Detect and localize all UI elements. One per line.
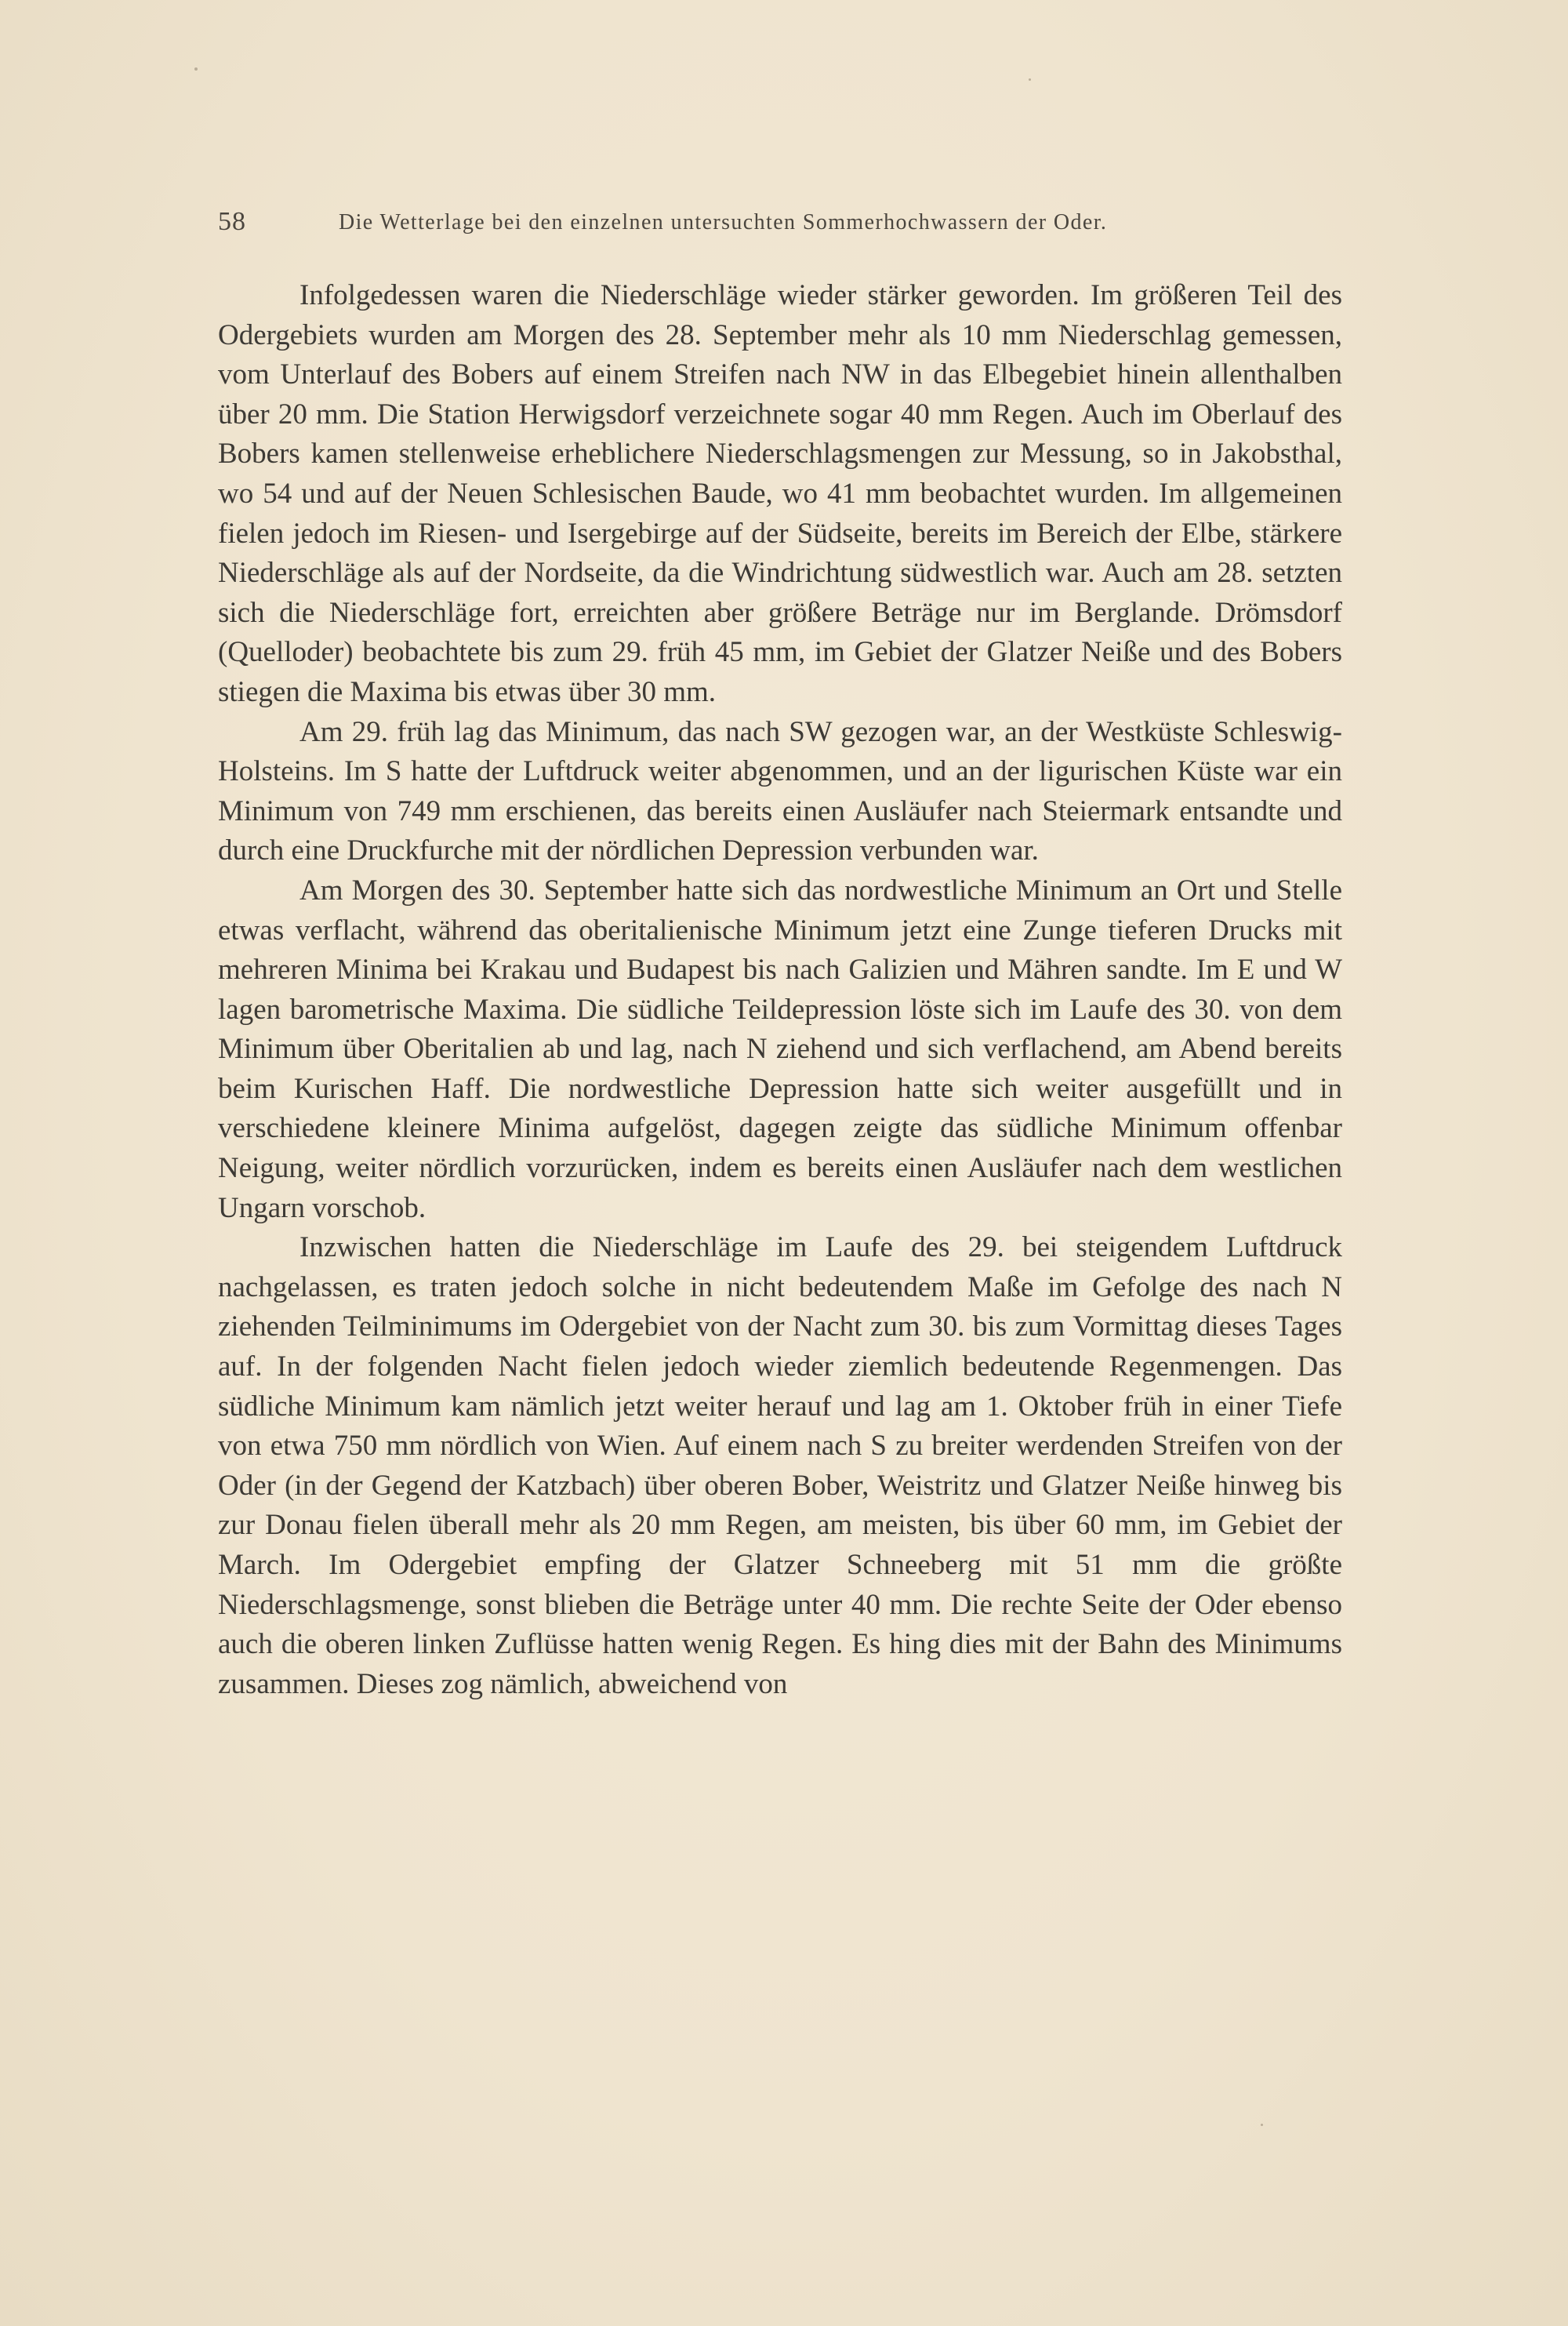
paper-speck (1261, 2124, 1263, 2126)
page-header (218, 207, 1225, 246)
paragraph: Am Morgen des 30. September hatte sich das nordwestliche Minimum an Ort und Stelle etwas verflacht, während das oberitalienische Minimum jetzt eine Zunge tieferen Drucks mit mehreren Minima bei Krakau und Budapest bis nach Galizien und Mähren sandte. Im E und W lagen barometrische Maxima. Die südliche Teildepression löste sich im Laufe des 30. von dem Minimum über Oberitalien ab und lag, nach N ziehend und sich verflachend, am Abend bereits beim Kurischen Haff. Die nordwestliche Depression hatte sich weiter ausgefüllt und in verschiedene kleinere Minima aufgelöst, dagegen zeigte das südliche Minimum offenbar Neigung, weiter nördlich vorzurücken, indem es bereits einen Ausläufer nach dem westlichen Ungarn vorschob. (218, 874, 1342, 1224)
paper-speck (1029, 78, 1031, 81)
running-title: Die Wetterlage bei den einzelnen untersuchten Sommerhochwassern der Oder. (339, 210, 1108, 234)
paragraph: Inzwischen hatten die Niederschläge im Laufe des 29. bei steigendem Luftdruck nachgelassen, es traten jedoch solche in nicht bedeutendem Maße im Gefolge des nach N ziehenden Teilminimums im Odergebiet von der Nacht zum 30. bis zum Vormittag dieses Tages auf. In der folgenden Nacht fielen jedoch wieder ziemlich bedeutende Regenmengen. Das südliche Minimum kam nämlich jetzt weiter herauf und lag am 1. Oktober früh in einer Tiefe von etwa 750 mm nördlich von Wien. Auf einem nach S zu breiter werdenden Streifen von der Oder (in der Gegend der Katzbach) über oberen Bober, Weistritz und Glatzer Neiße hinweg bis zur Donau fielen überall mehr als 20 mm Regen, am meisten, bis über 60 mm, im Gebiet der March. Im Odergebiet empfing der Glatzer Schneeberg mit 51 mm die größte Niederschlagsmenge, sonst blieben die Beträge unter 40 mm. Die rechte Seite der Oder ebenso auch die oberen linken Zuflüsse hatten wenig Regen. Es hing dies mit der Bahn des Minimums zusammen. Dieses zog nämlich, abweichend von (218, 1231, 1342, 1700)
page-number: 58 (218, 207, 246, 236)
body-text (218, 276, 1342, 1704)
paragraph: Am 29. früh lag das Minimum, das nach SW gezogen war, an der Westküste Schleswig-Holsteins. Im S hatte der Luftdruck weiter abgenommen, und an der ligurischen Küste war ein Minimum von 749 mm erschienen, das bereits einen Ausläufer nach Steiermark entsandte und durch eine Druckfurche mit der nördlichen Depression verbunden war. (218, 715, 1342, 867)
paragraph: Infolgedessen waren die Niederschläge wieder stärker geworden. Im größeren Teil des Odergebiets wurden am Morgen des 28. September mehr als 10 mm Niederschlag gemessen, vom Unterlauf des Bobers auf einem Streifen nach NW in das Elbegebiet hinein allenthalben über 20 mm. Die Station Herwigsdorf verzeichnete sogar 40 mm Regen. Auch im Oberlauf des Bobers kamen stellenweise erheblichere Niederschlagsmengen zur Messung, so in Jakobsthal, wo 54 und auf der Neuen Schlesischen Baude, wo 41 mm beobachtet wurden. Im allgemeinen fielen jedoch im Riesen- und Isergebirge auf der Südseite, bereits im Bereich der Elbe, stärkere Niederschläge als auf der Nordseite, da die Windrichtung südwestlich war. Auch am 28. setzten sich die Niederschläge fort, erreichten aber größere Beträge nur im Berglande. Drömsdorf (Quelloder) beobachtete bis zum 29. früh 45 mm, im Gebiet der Glatzer Neiße und des Bobers stiegen die Maxima bis etwas über 30 mm. (218, 279, 1342, 708)
paper-speck (194, 67, 198, 71)
